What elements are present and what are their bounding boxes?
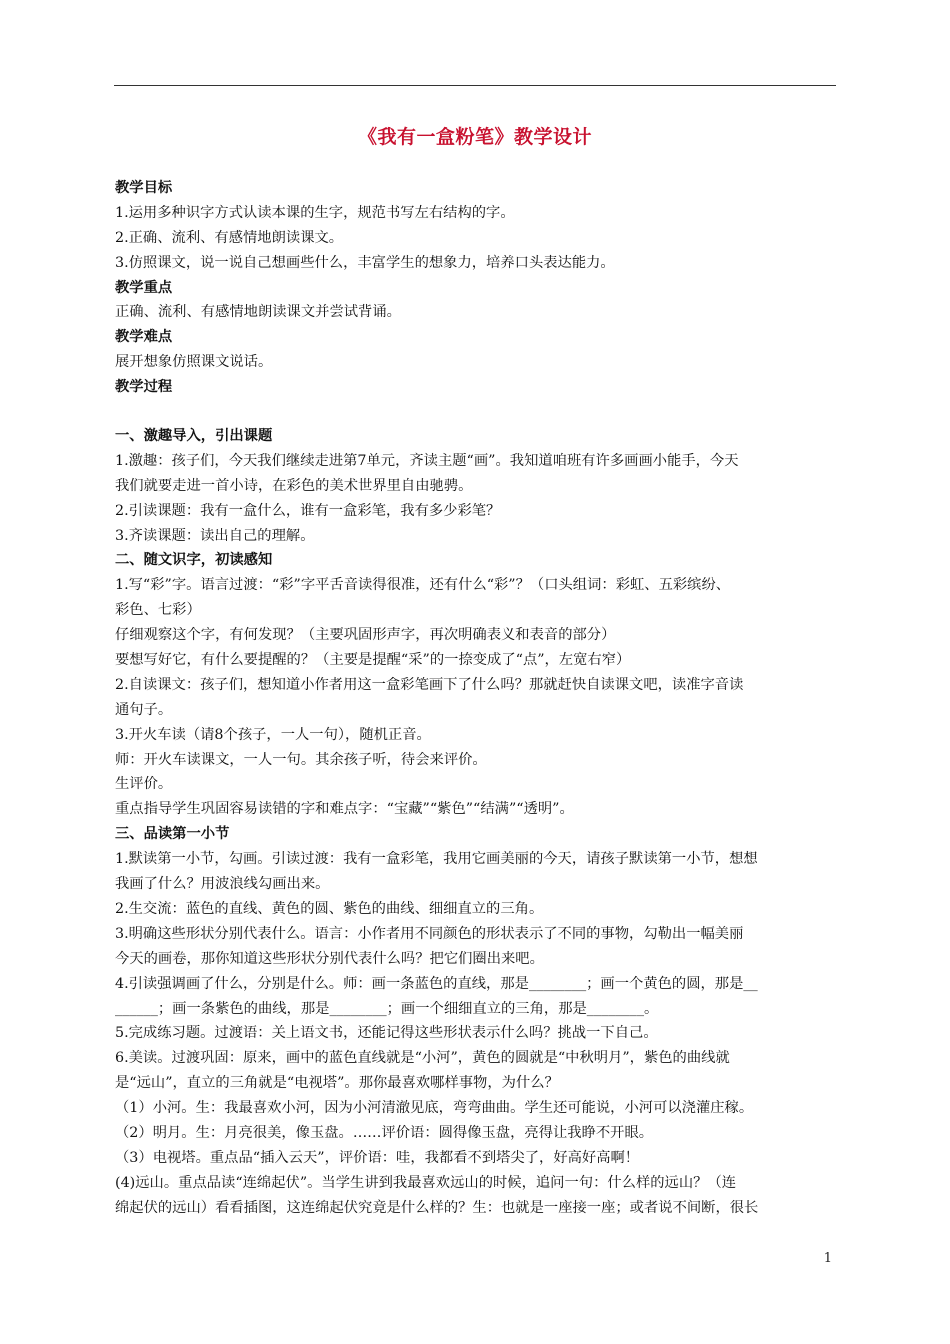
- text-line: 是“远山”，直立的三角就是“电视塔”。那你最喜欢哪样事物，为什么？: [115, 1075, 559, 1092]
- text-line: 我画了什么？用波浪线勾画出来。: [115, 876, 330, 893]
- header-rule: [114, 85, 836, 86]
- blank-line: [115, 400, 839, 424]
- text-line: 1.运用多种识字方式认读本课的生字，规范书写左右结构的字。: [115, 204, 515, 221]
- text-line: 绵起伏的远山）看看插图，这连绵起伏究竟是什么样的？生：也就是一座接一座；或者说不间断，很长: [115, 1199, 759, 1216]
- text-line: 展开想象仿照课文说话。: [115, 354, 273, 371]
- section-heading: 教学过程: [115, 379, 173, 396]
- section-heading: 教学难点: [115, 329, 173, 346]
- text-line: 仔细观察这个字，有何发现？（主要巩固形声字，再次明确表义和表音的部分）: [115, 627, 616, 644]
- text-line: （2）明月。生：月亮很美，像玉盘。……评价语：圆得像玉盘，亮得让我睁不开眼。: [115, 1124, 654, 1141]
- section-heading: 一、激趣导入，引出课题: [115, 428, 273, 445]
- text-line: 2.引读课题：我有一盒什么，谁有一盒彩笔，我有多少彩笔？: [115, 502, 501, 519]
- section-heading: 三、品读第一小节: [115, 826, 230, 843]
- text-line: 重点指导学生巩固容易读错的字和难点字：“宝藏”“紫色”“结满”“透明”。: [115, 801, 574, 818]
- text-line: 5.完成练习题。过渡语：关上语文书，还能记得这些形状表示什么吗？挑战一下自己。: [115, 1025, 658, 1042]
- text-line: 今天的画卷，那你知道这些形状分别代表什么吗？把它们圈出来吧。: [115, 950, 544, 967]
- document-body: [115, 176, 839, 1221]
- text-line: 彩色、七彩）: [115, 602, 201, 619]
- section-heading: 教学目标: [115, 180, 173, 196]
- text-line: 1.激趣：孩子们，今天我们继续走进第7单元，齐读主题“画”。我知道咱班有许多画画小能手，今天: [115, 452, 739, 469]
- text-line: 4.引读强调画了什么，分别是什么。师：画一条蓝色的直线，那是________；画一个黄色的圆，那是__: [115, 975, 758, 992]
- text-line: 3.仿照课文，说一说自己想画些什么，丰富学生的想象力，培养口头表达能力。: [115, 254, 615, 271]
- text-line: 要想写好它，有什么要提醒的？（主要是提醒“采”的一捺变成了“点”，左宽右窄）: [115, 652, 631, 669]
- text-line: 3.齐读课题：读出自己的理解。: [115, 527, 315, 544]
- page-number: 1: [823, 1251, 832, 1266]
- text-line: 1.写“彩”字。语言过渡：“彩”字平舌音读得很准，还有什么“彩”？（口头组词：彩虹、五彩缤纷、: [115, 577, 731, 594]
- section-heading: 教学重点: [115, 279, 173, 296]
- text-line: 师：开火车读课文，一人一句。其余孩子听，待会来评价。: [115, 751, 487, 768]
- text-line: 6.美读。过渡巩固：原来，画中的蓝色直线就是“小河”，黄色的圆就是“中秋明月”，紫色的曲线就: [115, 1050, 730, 1067]
- text-line: 正确、流利、有感情地朗读课文并尝试背诵。: [115, 304, 401, 321]
- text-line: (4)远山。重点品读“连绵起伏”。当学生讲到我最喜欢远山的时候，追问一句：什么样的远山？（连: [115, 1174, 737, 1191]
- text-line: 3.开火车读（请8个孩子，一人一句），随机正音。: [115, 726, 431, 743]
- text-line: （3）电视塔。重点品“插入云天”，评价语：哇，我都看不到塔尖了，好高好高啊！: [115, 1149, 640, 1166]
- text-line: 2.正确、流利、有感情地朗读课文。: [115, 229, 344, 246]
- document-title: 《我有一盒粉笔》教学设计: [357, 126, 592, 148]
- text-line: 2.生交流：蓝色的直线、黄色的圆、紫色的曲线、细细直立的三角。: [115, 900, 544, 917]
- text-line: 通句子。: [115, 701, 173, 718]
- text-line: 3.明确这些形状分别代表什么。语言：小作者用不同颜色的形状表示了不同的事物，勾勒出一幅美丽: [115, 925, 744, 942]
- text-line: 我们就要走进一首小诗，在彩色的美术世界里自由驰骋。: [115, 477, 473, 494]
- text-line: 2.自读课文：孩子们，想知道小作者用这一盒彩笔画下了什么吗？那就赶快自读课文吧，读准字音读: [115, 676, 744, 693]
- text-line: （1）小河。生：我最喜欢小河，因为小河清澈见底，弯弯曲曲。学生还可能说，小河可以浇灌庄稼。: [115, 1100, 754, 1117]
- text-line: 1.默读第一小节，勾画。引读过渡：我有一盒彩笔，我用它画美丽的今天，请孩子默读第一小节，想想: [115, 851, 758, 868]
- text-line: 生评价。: [115, 776, 173, 793]
- text-line: ______；画一条紫色的曲线，那是________；画一个细细直立的三角，那是________。: [115, 1000, 659, 1017]
- section-heading: 二、随文识字，初读感知: [115, 552, 273, 569]
